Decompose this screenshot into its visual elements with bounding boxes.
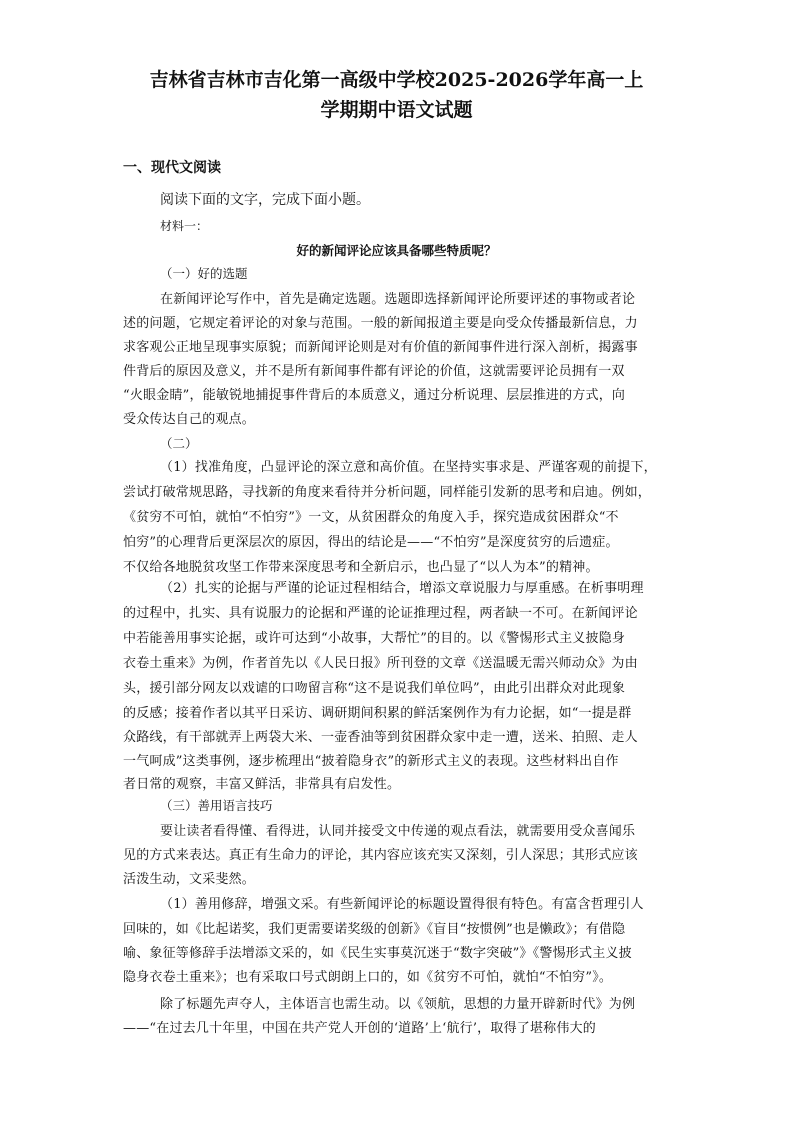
text-line: 怕穷”的心理背后更深层次的原因，得出的结论是——“不怕穷”是深度贫穷的后遗症。 — [123, 535, 619, 550]
text-line: 见的方式来表达。真正有生命力的评论，其内容应该充实又深刻，引人深思；其形式应该 — [123, 848, 638, 863]
document-title-line-1: 吉林省吉林市吉化第一高级中学校2025-2026学年高一上 — [149, 69, 644, 91]
text-line: 回味的，如《比起诺奖，我们更需要诺奖级的创新》《盲目“按惯例”也是懒政》；有借隐 — [123, 922, 626, 937]
text-line: 头，援引部分网友以戏谑的口吻留言称“这不是说我们单位吗”，由此引出群众对此现象 — [123, 681, 626, 696]
document-title-line-2: 学期期中语文试题 — [320, 99, 473, 121]
text-line: 要让读者看得懂、看得进，认同并接受文中传递的观点看法，就需要用受众喜闻乐 — [160, 824, 636, 839]
text-line: （2）扎实的论据与严谨的论证过程相结合，增添文章说服力与厚重感。在析事明理 — [160, 581, 644, 596]
text-line: （1）找准角度，凸显评论的深立意和高价值。在坚持实事求是、严谨客观的前提下， — [160, 460, 657, 475]
text-line: 一气呵成”这类事例，逐步梳理出“披着隐身衣”的新形式主义的表现。这些材料出自作 — [123, 754, 619, 769]
subheading-language-skills: （三）善用语言技巧 — [160, 798, 273, 813]
text-line: 在新闻评论写作中，首先是确定选题。选题即选择新闻评论所要评述的事物或者论 — [160, 292, 636, 307]
text-line: 尝试打破常规思路，寻找新的角度来看待并分析问题，同样能引发新的思考和启迪。例如， — [123, 485, 652, 500]
text-line: 者日常的观察，丰富又鲜活，非常具有启发性。 — [123, 777, 401, 792]
text-line: 中若能善用事实论据，或许可达到“小故事，大帮忙”的目的。以《警惕形式主义披隐身 — [123, 631, 626, 646]
text-line: 不仅给各地脱贫攻坚工作带来深度思考和全新启示，也凸显了“以人为本”的精神。 — [123, 560, 599, 575]
text-line: （1）善用修辞，增强文采。有些新闻评论的标题设置得很有特色。有富含哲理引人 — [160, 897, 644, 912]
text-line: 活泼生动，文采斐然。 — [123, 872, 256, 887]
text-line: 述的问题，它规定着评论的对象与范围。一般的新闻报道主要是向受众传播最新信息，力 — [123, 316, 638, 331]
text-line: 求客观公正地呈现事实原貌；而新闻评论则是对有价值的新闻事件进行深入剖析，揭露事 — [123, 340, 638, 355]
text-line: 的反感；接着作者以其平日采访、调研期间积累的鲜活案例作为有力论据，如“一提是群 — [123, 706, 632, 721]
text-line: 受众传达自己的观点。 — [123, 412, 256, 427]
text-line: “火眼金睛”，能敏锐地捕捉事件背后的本质意义，通过分析说理、层层推进的方式，向 — [123, 388, 626, 403]
text-line: 《贫穷不可怕，就怕“不怕穷”》一文，从贫困群众的角度入手，探究造成贫困群众“不 — [123, 510, 619, 525]
article-title: 好的新闻评论应该具备哪些特质呢？ — [296, 243, 497, 258]
subheading-two: （二） — [160, 436, 198, 451]
section-heading: 一、现代文阅读 — [123, 160, 221, 176]
reading-instruction: 阅读下面的文字，完成下面小题。 — [160, 192, 370, 208]
text-line: 的过程中，扎实、具有说服力的论据和严谨的论证推理过程，两者缺一不可。在新闻评论 — [123, 606, 638, 621]
text-line: 衣卷土重来》为例，作者首先以《人民日报》所刊登的文章《送温暖无需兴师动众》为由 — [123, 656, 638, 671]
text-line: 喻、象征等修辞手法增添文采的，如《民生实事莫沉迷于“数字突破”》《警惕形式主义披 — [123, 946, 632, 961]
text-line: ——“在过去几十年里，中国在共产党人开创的‘道路’上‘航行’，取得了堪称伟大的 — [123, 1021, 596, 1036]
text-line: 众路线，有干部就弄上两袋大米、一壶香油等到贫困群众家中走一遭，送米、拍照、走人 — [123, 730, 638, 745]
text-line: 除了标题先声夺人，主体语言也需生动。以《领航，思想的力量开辟新时代》为例 — [160, 997, 636, 1012]
material-label: 材料一： — [160, 219, 209, 233]
text-line: 隐身衣卷土重来》；也有采取口号式朗朗上口的，如《贫穷不可怕，就怕“不怕穷”》。 — [123, 970, 613, 985]
subheading-good-topic: （一）好的选题 — [160, 266, 248, 281]
text-line: 件背后的原因及意义，并不是所有新闻事件都有评论的价值，这就需要评论员拥有一双 — [123, 364, 625, 379]
